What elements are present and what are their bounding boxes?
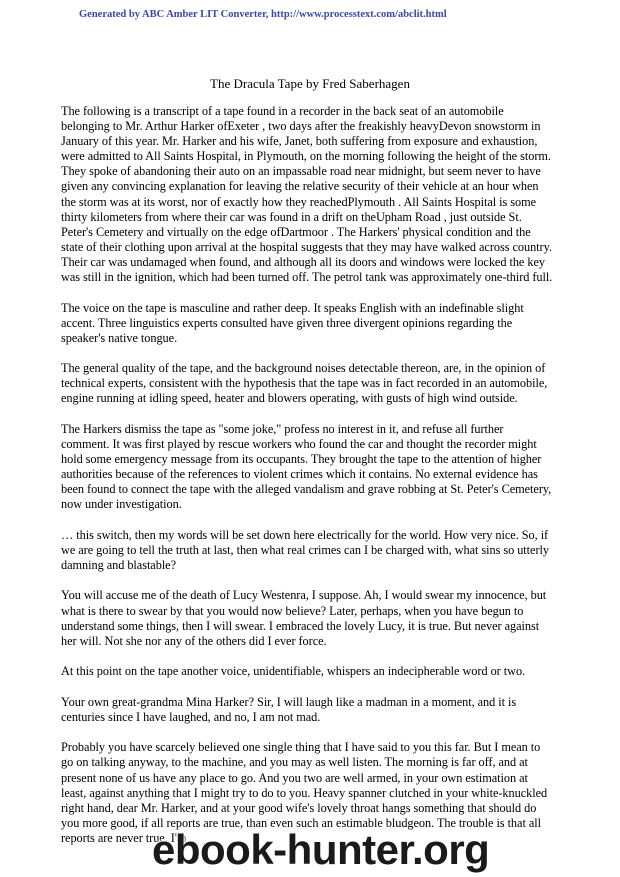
paragraph: Probably you have scarcely believed one single thing that I have said to you this far. But I mean to go on talking anyway, to the machine, and you may as well listen. The morning is far off, and at present none of us have any place to go. And you two are well armed, in your own estimation at least, against anything that I might try to do to you. Heavy spanner clutched in your white-knuckled right hand, dear Mr. Harker, and at your good wife's lovely throat hangs something that should do you more good, if all reports are true, than even such an estimable bludgeon. The trouble is that all reports are never true. I'm xyxy=(61,740,548,845)
paragraph: The general quality of the tape, and the background noises detectable thereon, are, in the opinion of technical experts, consistent with the hypothesis that the tape was in fact recorded in an automobile, engine running at idling speed, heater and blowers operating, with gusts of high wind outside. xyxy=(61,361,548,406)
paragraph: The following is a transcript of a tape found in a recorder in the back seat of an automobile belonging to Mr. Arthur Harker ofExeter , two days after the freakishly heavyDevon snowstorm in January of this year. Mr. Harker and his wife, Janet, both suffering from exposure and exhaustion, were admitted to All Saints Hospital, in Plymouth, on the morning following the height of the storm. They spoke of abandoning their auto on an impassable road near midnight, but seem never to have given any convincing explanation for leaving the relative security of their vehicle at an hour when the storm was at its worst, nor of exactly how they reachedPlymouth . All Saints Hospital is some thirty kilometers from where their car was found in a drift on theUpham Road , just outside St. Peter's Cemetery and virtually on the edge ofDartmoor . The Harkers' physical condition and the state of their clothing upon arrival at the hospital suggests that they may have walked across country. Their car was undamaged when found, and although all its doors and windows were locked the key was still in the ignition, which had been turned off. The petrol tank was approximately one-third full. xyxy=(61,104,553,285)
document-title: The Dracula Tape by Fred Saberhagen xyxy=(210,76,410,91)
paragraph: You will accuse me of the death of Lucy Westenra, I suppose. Ah, I would swear my innocence, but what is there to swear by that you would now believe? Later, perhaps, when you have begun to understand some things, then I will swear. I embraced the lovely Lucy, it is true. But never against her will. Not she nor any of the others did I ever force. xyxy=(61,588,547,648)
paragraph: Your own great-grandma Mina Harker? Sir, I will laugh like a madman in a moment, and it is centuries since I have laughed, and no, I am not mad. xyxy=(61,694,517,724)
paragraph: The Harkers dismiss the tape as "some joke," profess no interest in it, and refuse all further comment. It was first played by rescue workers who found the car and thought the recorder might hold some emergency message from its occupants. They brought the tape to the attention of higher authorities because of the references to violent crimes which it contains. No external evidence has been found to connect the tape with the alleged vandalism and grave robbing at St. Peter's Cemetery, now under investigation. xyxy=(61,421,552,512)
paragraph: … this switch, then my words will be set down here electrically for the world. How very nice. So, if we are going to tell the truth at last, then what real crimes can I be charged with, what sins so utterly damning and blastable? xyxy=(61,527,549,572)
watermark: ebook-hunter.org xyxy=(152,826,490,873)
paragraph: At this point on the tape another voice, unidentifiable, whispers an indecipherable word or two. xyxy=(61,664,526,679)
paragraph: The voice on the tape is masculine and rather deep. It speaks English with an indefinable slight accent. Three linguistics experts consulted have given three divergent opinions regarding the speaker's native tongue. xyxy=(61,300,524,345)
converter-header-link[interactable]: Generated by ABC Amber LIT Converter, http://www.processtext.com/abclit.html xyxy=(79,9,447,20)
document-body xyxy=(61,104,554,861)
